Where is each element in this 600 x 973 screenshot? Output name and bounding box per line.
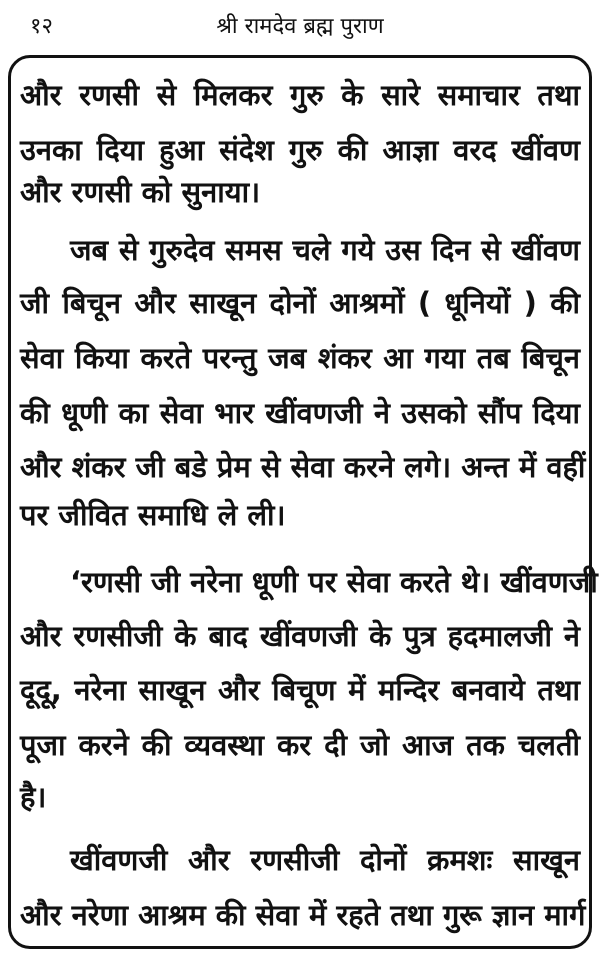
text-line: जी बिचून और साखून दोनों आश्रमों ( धूनियों ) की xyxy=(20,286,580,320)
text-line: और रणसीजी के बाद खींवणजी के पुत्र हदमालजी ने xyxy=(20,619,580,653)
text-line: और रणसी को सुनाया। xyxy=(20,175,261,209)
text-line: जब से गुरुदेव समस चले गये उस दिन से खींवण xyxy=(70,233,580,267)
text-line: दूदू, नरेना साखून और बिचूण में मन्दिर बनवाये तथा xyxy=(20,673,580,707)
text-line: खींवणजी और रणसीजी दोनों क्रमशः साखून xyxy=(70,843,580,877)
text-line: और नरेणा आश्रम की सेवा में रहते तथा गुरू ज्ञान मार्ग xyxy=(20,898,586,932)
text-line: पर जीवित समाधि ले ली। xyxy=(20,498,286,532)
running-title: श्री रामदेव ब्रह्म पुराण xyxy=(216,14,384,39)
text-line: और शंकर जी बडे प्रेम से सेवा करने लगे। अन्त में वहीं xyxy=(20,450,586,484)
page-number: १२ xyxy=(30,14,53,39)
text-line: की धूणी का सेवा भार खींवणजी ने उसको सौंप दिया xyxy=(20,396,580,430)
text-line: ‘रणसी जी नरेना धूणी पर सेवा करते थे। खींवणजी xyxy=(70,565,598,599)
text-line: उनका दिया हुआ संदेश गुरु की आज्ञा वरद खींवण xyxy=(20,133,580,167)
text-line: पूजा करने की व्यवस्था कर दी जो आज तक चलती xyxy=(20,728,580,762)
text-line: और रणसी से मिलकर गुरु के सारे समाचार तथा xyxy=(20,78,580,112)
text-line: है। xyxy=(20,780,47,814)
text-line: सेवा किया करते परन्तु जब शंकर आ गया तब बिचून xyxy=(20,341,580,375)
